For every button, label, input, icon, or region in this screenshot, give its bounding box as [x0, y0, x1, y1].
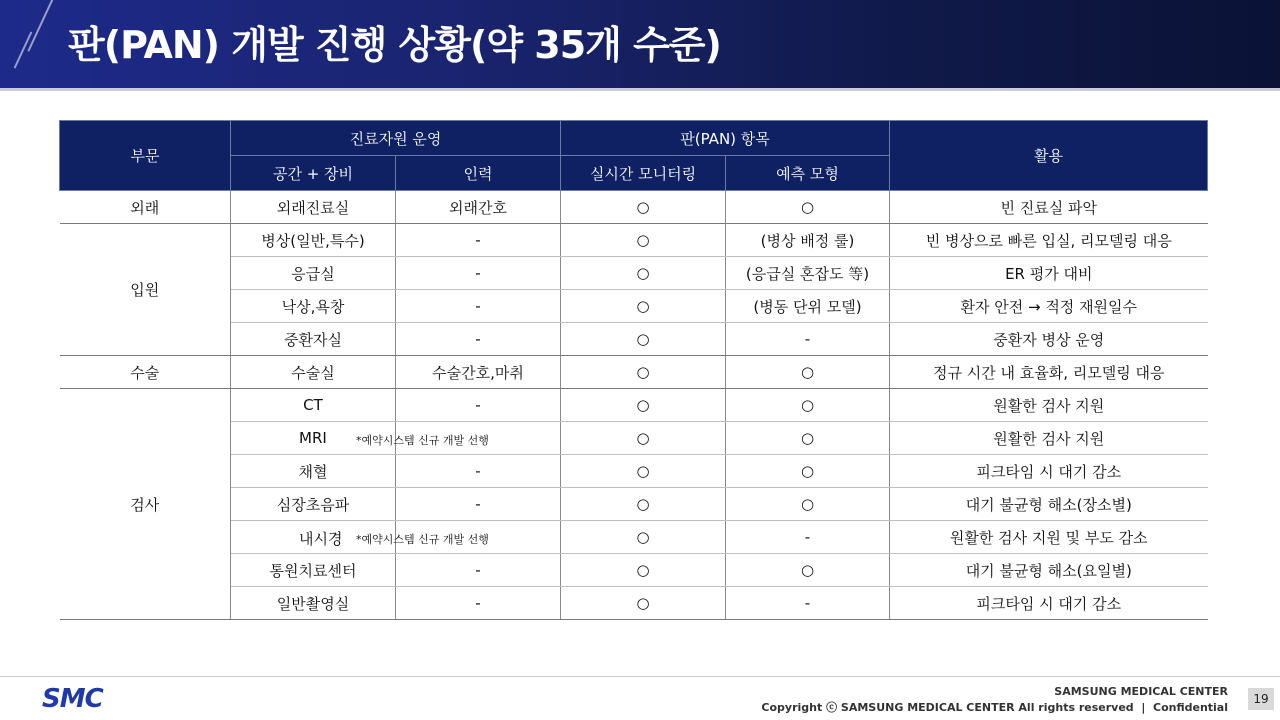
predict-cell: ○ — [726, 356, 890, 389]
realtime-cell: ○ — [561, 323, 726, 356]
usage-cell: 대기 불균형 해소(요일별) — [890, 554, 1208, 587]
space-cell — [231, 224, 396, 257]
space-label: 중환자실 — [284, 330, 342, 349]
space-label: 내시경 — [299, 530, 343, 548]
space-cell — [231, 554, 396, 587]
header-realtime: 실시간 모니터링 — [561, 156, 726, 191]
space-cell — [231, 323, 396, 356]
realtime-cell: ○ — [561, 488, 726, 521]
reservation-note: *예약시스템 신규 개발 선행 — [356, 533, 489, 546]
people-cell: - — [396, 389, 561, 422]
people-cell: 외래간호 — [396, 191, 561, 224]
footer-divider — [0, 676, 1280, 677]
people-cell: - — [396, 488, 561, 521]
table-row — [60, 323, 1208, 356]
table-row — [60, 587, 1208, 620]
usage-cell: 빈 병상으로 빠른 입실, 리모델링 대응 — [890, 224, 1208, 257]
realtime-cell: ○ — [561, 587, 726, 620]
space-cell — [231, 356, 396, 389]
people-cell: - — [396, 554, 561, 587]
logo-text: SMC — [42, 684, 103, 714]
usage-cell: ER 평가 대비 — [890, 257, 1208, 290]
people-cell: - — [396, 323, 561, 356]
header-space: 공간 + 장비 — [231, 156, 396, 191]
title-bar — [0, 0, 1280, 88]
realtime-cell: ○ — [561, 422, 726, 455]
people-cell: - — [396, 224, 561, 257]
usage-cell: 정규 시간 내 효율화, 리모델링 대응 — [890, 356, 1208, 389]
space-cell — [231, 521, 489, 554]
space-cell — [231, 488, 396, 521]
space-label: 응급실 — [291, 264, 335, 283]
realtime-cell: ○ — [561, 257, 726, 290]
table-row — [60, 389, 1208, 422]
table-row — [60, 521, 1208, 554]
usage-cell: 대기 불균형 해소(장소별) — [890, 488, 1208, 521]
realtime-cell: ○ — [561, 554, 726, 587]
space-cell — [231, 191, 396, 224]
space-label: 일반촬영실 — [276, 594, 350, 613]
space-label: 수술실 — [291, 363, 335, 382]
predict-cell: (병상 배정 룰) — [726, 224, 890, 257]
footer-corp — [761, 684, 1228, 716]
pan-progress-table — [59, 120, 1208, 620]
realtime-cell: ○ — [561, 224, 726, 257]
people-cell: - — [396, 257, 561, 290]
dept-cell: 수술 — [60, 356, 231, 389]
space-cell — [231, 257, 396, 290]
usage-cell: 피크타임 시 대기 감소 — [890, 587, 1208, 620]
usage-cell: 환자 안전 → 적정 재원일수 — [890, 290, 1208, 323]
header-people: 인력 — [396, 156, 561, 191]
table-row — [60, 191, 1208, 224]
usage-cell: 빈 진료실 파악 — [890, 191, 1208, 224]
predict-cell: (응급실 혼잡도 等) — [726, 257, 890, 290]
space-label: CT — [303, 396, 323, 414]
page-title: 판(PAN) 개발 진행 상황(약 35개 수준) — [68, 23, 721, 67]
predict-cell: ○ — [726, 554, 890, 587]
people-cell: - — [396, 455, 561, 488]
predict-cell: ○ — [726, 488, 890, 521]
space-cell — [231, 290, 396, 323]
space-label: 채혈 — [298, 462, 328, 481]
usage-cell: 원활한 검사 지원 — [890, 389, 1208, 422]
realtime-cell: ○ — [561, 389, 726, 422]
realtime-cell: ○ — [561, 290, 726, 323]
usage-cell: 원활한 검사 지원 및 부도 감소 — [890, 521, 1208, 554]
space-label: 낙상,욕창 — [281, 297, 345, 316]
people-cell: - — [396, 587, 561, 620]
title-divider — [0, 88, 1280, 91]
page-number: 19 — [1248, 688, 1274, 710]
predict-cell: - — [726, 587, 890, 620]
header-dept: 부문 — [60, 121, 231, 191]
dept-cell: 입원 — [60, 224, 231, 356]
header-usage: 활용 — [890, 121, 1208, 191]
space-label: 통원치료센터 — [269, 561, 357, 580]
predict-cell: ○ — [726, 191, 890, 224]
realtime-cell: ○ — [561, 521, 726, 554]
table-row — [60, 290, 1208, 323]
table-row — [60, 554, 1208, 587]
usage-cell: 중환자 병상 운영 — [890, 323, 1208, 356]
people-cell: 수술간호,마취 — [396, 356, 561, 389]
dept-cell: 외래 — [60, 191, 231, 224]
usage-cell: 피크타임 시 대기 감소 — [890, 455, 1208, 488]
space-label: MRI — [299, 429, 327, 447]
space-cell — [231, 455, 396, 488]
realtime-cell: ○ — [561, 455, 726, 488]
predict-cell: - — [726, 521, 890, 554]
space-label: 심장초음파 — [276, 495, 350, 514]
table-row — [60, 488, 1208, 521]
header-pan-group: 판(PAN) 항목 — [561, 121, 890, 156]
usage-cell: 원활한 검사 지원 — [890, 422, 1208, 455]
space-label: 외래진료실 — [276, 198, 350, 217]
smc-logo — [42, 684, 103, 714]
reservation-note: *예약시스템 신규 개발 선행 — [356, 434, 489, 447]
realtime-cell: ○ — [561, 191, 726, 224]
space-cell — [231, 587, 396, 620]
predict-cell: ○ — [726, 455, 890, 488]
table-row — [60, 422, 1208, 455]
predict-cell: (병동 단위 모델) — [726, 290, 890, 323]
table-row — [60, 224, 1208, 257]
predict-cell: ○ — [726, 422, 890, 455]
header-predict: 예측 모형 — [726, 156, 890, 191]
table-body — [60, 191, 1208, 620]
dept-cell: 검사 — [60, 389, 231, 620]
table-row — [60, 356, 1208, 389]
people-cell: - — [396, 290, 561, 323]
table-row — [60, 455, 1208, 488]
space-cell — [231, 389, 396, 422]
footer-copyright: Copyright ⓒ SAMSUNG MEDICAL CENTER All rights reserved | Confidential — [761, 701, 1228, 714]
realtime-cell: ○ — [561, 356, 726, 389]
predict-cell: - — [726, 323, 890, 356]
predict-cell: ○ — [726, 389, 890, 422]
footer-org: SAMSUNG MEDICAL CENTER — [1054, 685, 1228, 698]
header-staff-group: 진료자원 운영 — [231, 121, 561, 156]
space-label: 병상(일반,특수) — [261, 231, 365, 250]
table-row — [60, 257, 1208, 290]
space-cell — [231, 422, 489, 455]
